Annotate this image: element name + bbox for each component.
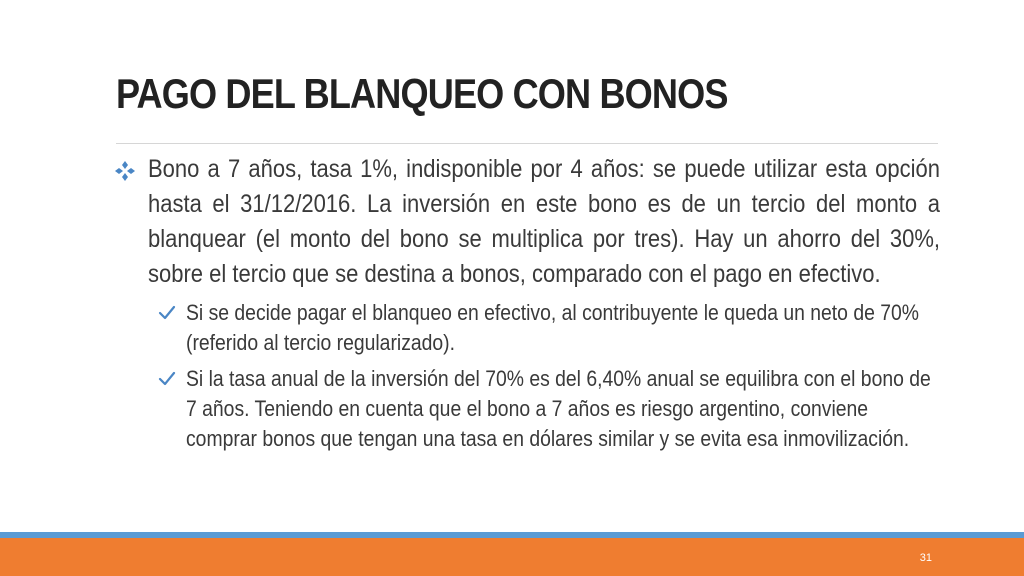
slide-content xyxy=(110,152,942,460)
slide-title: PAGO DEL BLANQUEO CON BONOS xyxy=(116,70,728,117)
main-bullet-text: Bono a 7 años, tasa 1%, indisponible por 4 años: se puede utilizar esta opción hasta el 31/12/2016. La inversión en este bono es de un tercio del monto a blanquear (el monto del bono se multiplica por tres). Hay un ahorro del 30%, sobre el tercio que se destina a bonos, comparado con el pago en efectivo. xyxy=(148,155,940,288)
checkmark-icon xyxy=(158,304,176,322)
title-divider xyxy=(116,143,938,144)
page-number: 31 xyxy=(919,552,932,564)
diamond-bullet-icon xyxy=(114,160,136,182)
checkmark-icon xyxy=(158,370,176,388)
sub-bullet-text: Si la tasa anual de la inversión del 70% es del 6,40% anual se equilibra con el bono de 7 años. Teniendo en cuenta que el bono a 7 años es riesgo argentino, conviene comprar bonos que tengan una tasa en dólares similar y se evita esa inmovilización. xyxy=(186,366,931,451)
sub-bullet-list xyxy=(110,298,942,454)
main-bullet xyxy=(110,152,942,292)
sub-bullet-1 xyxy=(156,298,942,358)
sub-bullet-text: Si se decide pagar el blanqueo en efectivo, al contribuyente le queda un neto de 70% (referido al tercio regularizado). xyxy=(186,300,919,355)
footer-orange-band xyxy=(0,538,1024,576)
sub-bullet-2 xyxy=(156,364,942,454)
